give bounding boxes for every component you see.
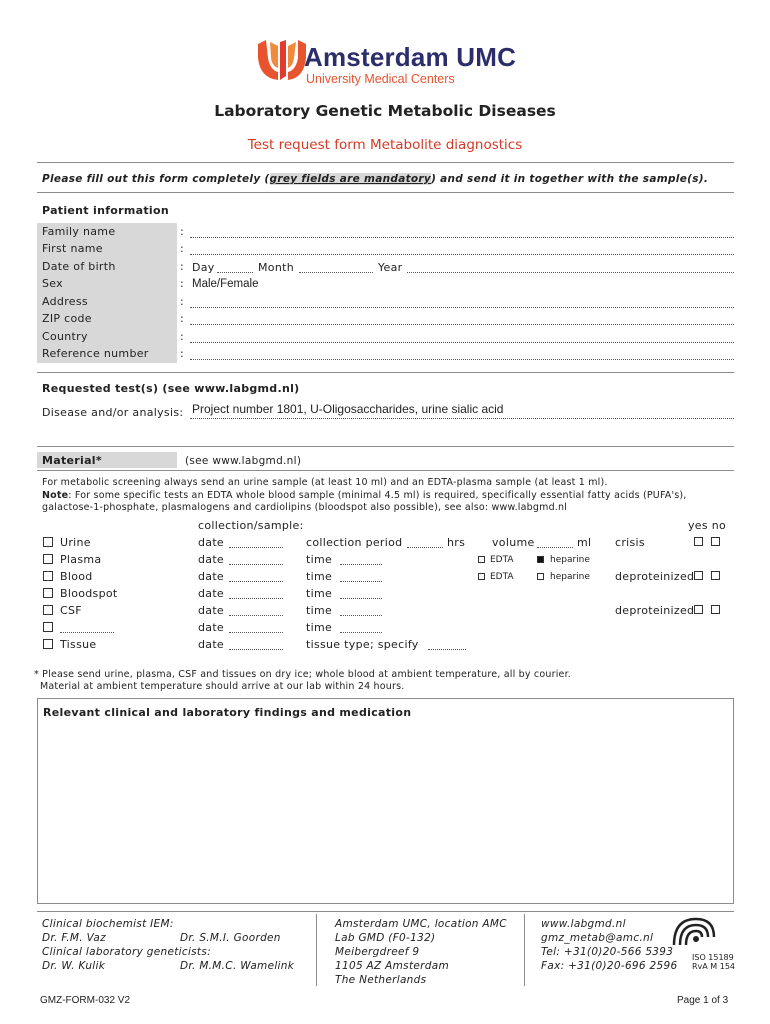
dob-year-label: Year bbox=[378, 261, 403, 274]
date-input[interactable] bbox=[229, 598, 283, 599]
colon: : bbox=[180, 277, 185, 290]
material-note1: For metabolic screening always send an urine sample (at least 10 ml) and an EDTA-plasma sample (at least 1 ml). bbox=[42, 477, 608, 488]
time-label: time bbox=[306, 553, 333, 566]
colon: : bbox=[180, 242, 185, 255]
footer-staff-line: Dr. W. Kulik bbox=[42, 960, 106, 972]
divider bbox=[37, 446, 734, 447]
instruction-highlight: grey fields are mandatory bbox=[269, 173, 432, 185]
colon: : bbox=[180, 295, 185, 308]
material-item-label: Tissue bbox=[60, 638, 97, 651]
brand-name: Amsterdam UMC bbox=[304, 42, 517, 72]
disease-line bbox=[190, 418, 734, 419]
crisis-label: crisis bbox=[615, 536, 645, 549]
divider bbox=[37, 372, 734, 373]
material-section-title: Material* bbox=[42, 454, 102, 467]
patient-section-title: Patient information bbox=[42, 204, 169, 217]
page-number: Page 1 of 3 bbox=[677, 995, 729, 1006]
divider bbox=[37, 192, 734, 193]
footer-contact-line: Tel: +31(0)20-566 5393 bbox=[541, 946, 674, 958]
material-checkbox[interactable] bbox=[43, 639, 53, 649]
divider bbox=[37, 911, 734, 912]
findings-title: Relevant clinical and laboratory findings and medication bbox=[43, 706, 412, 719]
footer-staff-line: Clinical biochemist IEM: bbox=[42, 918, 174, 930]
heparine-checkbox[interactable] bbox=[537, 573, 544, 580]
colon: : bbox=[180, 225, 185, 238]
material-checkbox[interactable] bbox=[43, 605, 53, 615]
date-label: date bbox=[198, 587, 225, 600]
divider bbox=[37, 470, 734, 471]
footer-staff-line: Dr. S.M.I. Goorden bbox=[180, 932, 281, 944]
date-input[interactable] bbox=[229, 547, 283, 548]
accreditation-logo bbox=[670, 915, 734, 975]
material-note3: galactose-1-phosphate, plasmalogens and cardiolipins (bloodspot also possible), see also: www.labgmd.nl bbox=[42, 502, 568, 513]
hrs-label: hrs bbox=[447, 536, 466, 549]
collection-period-input[interactable] bbox=[407, 547, 443, 548]
collection-header: collection/sample: bbox=[198, 519, 304, 532]
time-label: time bbox=[306, 621, 333, 634]
colon: : bbox=[180, 330, 185, 343]
accreditation-line2: RvA M 154 bbox=[692, 962, 736, 971]
heparine-checkbox[interactable] bbox=[537, 556, 544, 563]
patient-field-label: ZIP code bbox=[42, 312, 92, 325]
findings-box[interactable] bbox=[37, 698, 734, 904]
time-input[interactable] bbox=[340, 581, 382, 582]
patient-field-input[interactable] bbox=[190, 342, 734, 343]
colon: : bbox=[180, 347, 185, 360]
dob-year-input[interactable] bbox=[407, 272, 734, 273]
tissue-type-label: tissue type; specify bbox=[306, 638, 419, 651]
material-checkbox[interactable] bbox=[43, 571, 53, 581]
material-checkbox[interactable] bbox=[43, 622, 53, 632]
date-label: date bbox=[198, 570, 225, 583]
deproteinized-yes-checkbox[interactable] bbox=[694, 571, 703, 580]
patient-field-label: Reference number bbox=[42, 347, 149, 360]
date-input[interactable] bbox=[229, 615, 283, 616]
material-note2 bbox=[42, 490, 687, 501]
material-item-label: Plasma bbox=[60, 553, 102, 566]
date-label: date bbox=[198, 638, 225, 651]
time-label: time bbox=[306, 570, 333, 583]
date-label: date bbox=[198, 553, 225, 566]
patient-field-label: Family name bbox=[42, 225, 116, 238]
yes-no-header: yes no bbox=[688, 519, 727, 532]
patient-field-label: Address bbox=[42, 295, 88, 308]
instruction-pre: Please fill out this form completely ( bbox=[42, 173, 270, 185]
patient-field-label: First name bbox=[42, 242, 103, 255]
note-text: : For some specific tests an EDTA whole blood sample (minimal 4.5 ml) is required, specifically essential fatty acids (PUFA's), bbox=[68, 490, 687, 501]
material-item-label: CSF bbox=[60, 604, 82, 617]
deproteinized-no-checkbox[interactable] bbox=[711, 571, 720, 580]
footer-staff-line: Dr. M.M.C. Wamelink bbox=[180, 960, 295, 972]
material-item-label: Bloodspot bbox=[60, 587, 118, 600]
material-item-label: Urine bbox=[60, 536, 91, 549]
edta-checkbox[interactable] bbox=[478, 556, 485, 563]
divider bbox=[37, 162, 734, 163]
patient-field-label: Country bbox=[42, 330, 88, 343]
page-title: Laboratory Genetic Metabolic Diseases bbox=[214, 102, 556, 120]
date-label: date bbox=[198, 621, 225, 634]
footer-address-line: The Netherlands bbox=[335, 974, 427, 986]
patient-field-label: Date of birth bbox=[42, 260, 116, 273]
material-see: (see www.labgmd.nl) bbox=[185, 455, 302, 467]
patient-field-input[interactable] bbox=[190, 324, 734, 325]
time-input[interactable] bbox=[340, 564, 382, 565]
material-checkbox[interactable] bbox=[43, 588, 53, 598]
time-input[interactable] bbox=[340, 598, 382, 599]
crisis-yes-checkbox[interactable] bbox=[694, 537, 703, 546]
footer-contact-line: Fax: +31(0)20-696 2596 bbox=[541, 960, 678, 972]
disease-input[interactable]: Project number 1801, U-Oligosaccharides, urine sialic acid bbox=[192, 402, 504, 416]
time-label: time bbox=[306, 587, 333, 600]
sex-input[interactable]: Male/Female bbox=[192, 278, 259, 290]
deproteinized-no-checkbox[interactable] bbox=[711, 605, 720, 614]
dob-month-input[interactable] bbox=[299, 272, 373, 273]
ml-label: ml bbox=[577, 536, 592, 549]
colon: : bbox=[180, 312, 185, 325]
disease-label: Disease and/or analysis: bbox=[42, 406, 184, 419]
instruction bbox=[42, 173, 708, 185]
date-input[interactable] bbox=[229, 581, 283, 582]
deproteinized-label: deproteinized bbox=[615, 604, 695, 617]
material-checkbox[interactable] bbox=[43, 537, 53, 547]
volume-input[interactable] bbox=[537, 547, 573, 548]
instruction-post: ) and send it in together with the sample(s). bbox=[431, 173, 709, 185]
footnote1: * Please send urine, plasma, CSF and tissues on dry ice; whole blood at ambient temperature, all by courier. bbox=[34, 669, 572, 680]
deproteinized-label: deproteinized bbox=[615, 570, 695, 583]
patient-field-input[interactable] bbox=[190, 307, 734, 308]
time-input[interactable] bbox=[340, 632, 382, 633]
footer-address-line: Amsterdam UMC, location AMC bbox=[335, 918, 507, 930]
brand-sub: University Medical Centers bbox=[306, 72, 455, 86]
footer-address-line: Lab GMD (F0-132) bbox=[335, 932, 436, 944]
material-item-label: Blood bbox=[60, 570, 93, 583]
tissue-type-input[interactable] bbox=[428, 649, 466, 650]
date-label: date bbox=[198, 536, 225, 549]
requested-section-title: Requested test(s) (see www.labgmd.nl) bbox=[42, 382, 300, 395]
crisis-no-checkbox[interactable] bbox=[711, 537, 720, 546]
time-label: time bbox=[306, 604, 333, 617]
footnote2: Material at ambient temperature should arrive at our lab within 24 hours. bbox=[40, 681, 405, 692]
collection-period-label: collection period bbox=[306, 536, 403, 549]
patient-field-input[interactable] bbox=[190, 359, 734, 360]
dob-month-label: Month bbox=[258, 261, 294, 274]
material-checkbox[interactable] bbox=[43, 554, 53, 564]
footer-address-line: Meibergdreef 9 bbox=[335, 946, 420, 958]
heparine-label: heparine bbox=[550, 555, 590, 565]
patient-field-label: Sex bbox=[42, 277, 63, 290]
footer-contact-line[interactable]: gmz_metab@amc.nl bbox=[541, 932, 654, 944]
accreditation-line1: ISO 15189 bbox=[692, 953, 734, 962]
note-label: Note bbox=[42, 490, 69, 501]
form-code: GMZ-FORM-032 V2 bbox=[40, 995, 131, 1006]
dob-day-label: Day bbox=[192, 261, 215, 274]
footer-staff-line: Dr. F.M. Vaz bbox=[42, 932, 106, 944]
accreditation-icon bbox=[670, 915, 718, 951]
edta-label: EDTA bbox=[490, 555, 514, 565]
deproteinized-yes-checkbox[interactable] bbox=[694, 605, 703, 614]
volume-label: volume bbox=[492, 536, 535, 549]
patient-field-input[interactable] bbox=[190, 254, 734, 255]
colon: : bbox=[180, 260, 185, 273]
heparine-label: heparine bbox=[550, 572, 590, 582]
patient-field-input[interactable] bbox=[190, 237, 734, 238]
footer-contact-line[interactable]: www.labgmd.nl bbox=[541, 918, 626, 930]
footer-vsep-1 bbox=[316, 914, 317, 986]
footer-staff-line: Clinical laboratory geneticists: bbox=[42, 946, 211, 958]
time-input[interactable] bbox=[340, 615, 382, 616]
dob-day-input[interactable] bbox=[217, 272, 253, 273]
material-other-input[interactable] bbox=[60, 632, 114, 633]
footer-address-line: 1105 AZ Amsterdam bbox=[335, 960, 449, 972]
page-subtitle: Test request form Metabolite diagnostics bbox=[247, 137, 523, 153]
date-label: date bbox=[198, 604, 225, 617]
date-input[interactable] bbox=[229, 564, 283, 565]
date-input[interactable] bbox=[229, 649, 283, 650]
footer-vsep-2 bbox=[524, 914, 525, 986]
edta-checkbox[interactable] bbox=[478, 573, 485, 580]
edta-label: EDTA bbox=[490, 572, 514, 582]
date-input[interactable] bbox=[229, 632, 283, 633]
